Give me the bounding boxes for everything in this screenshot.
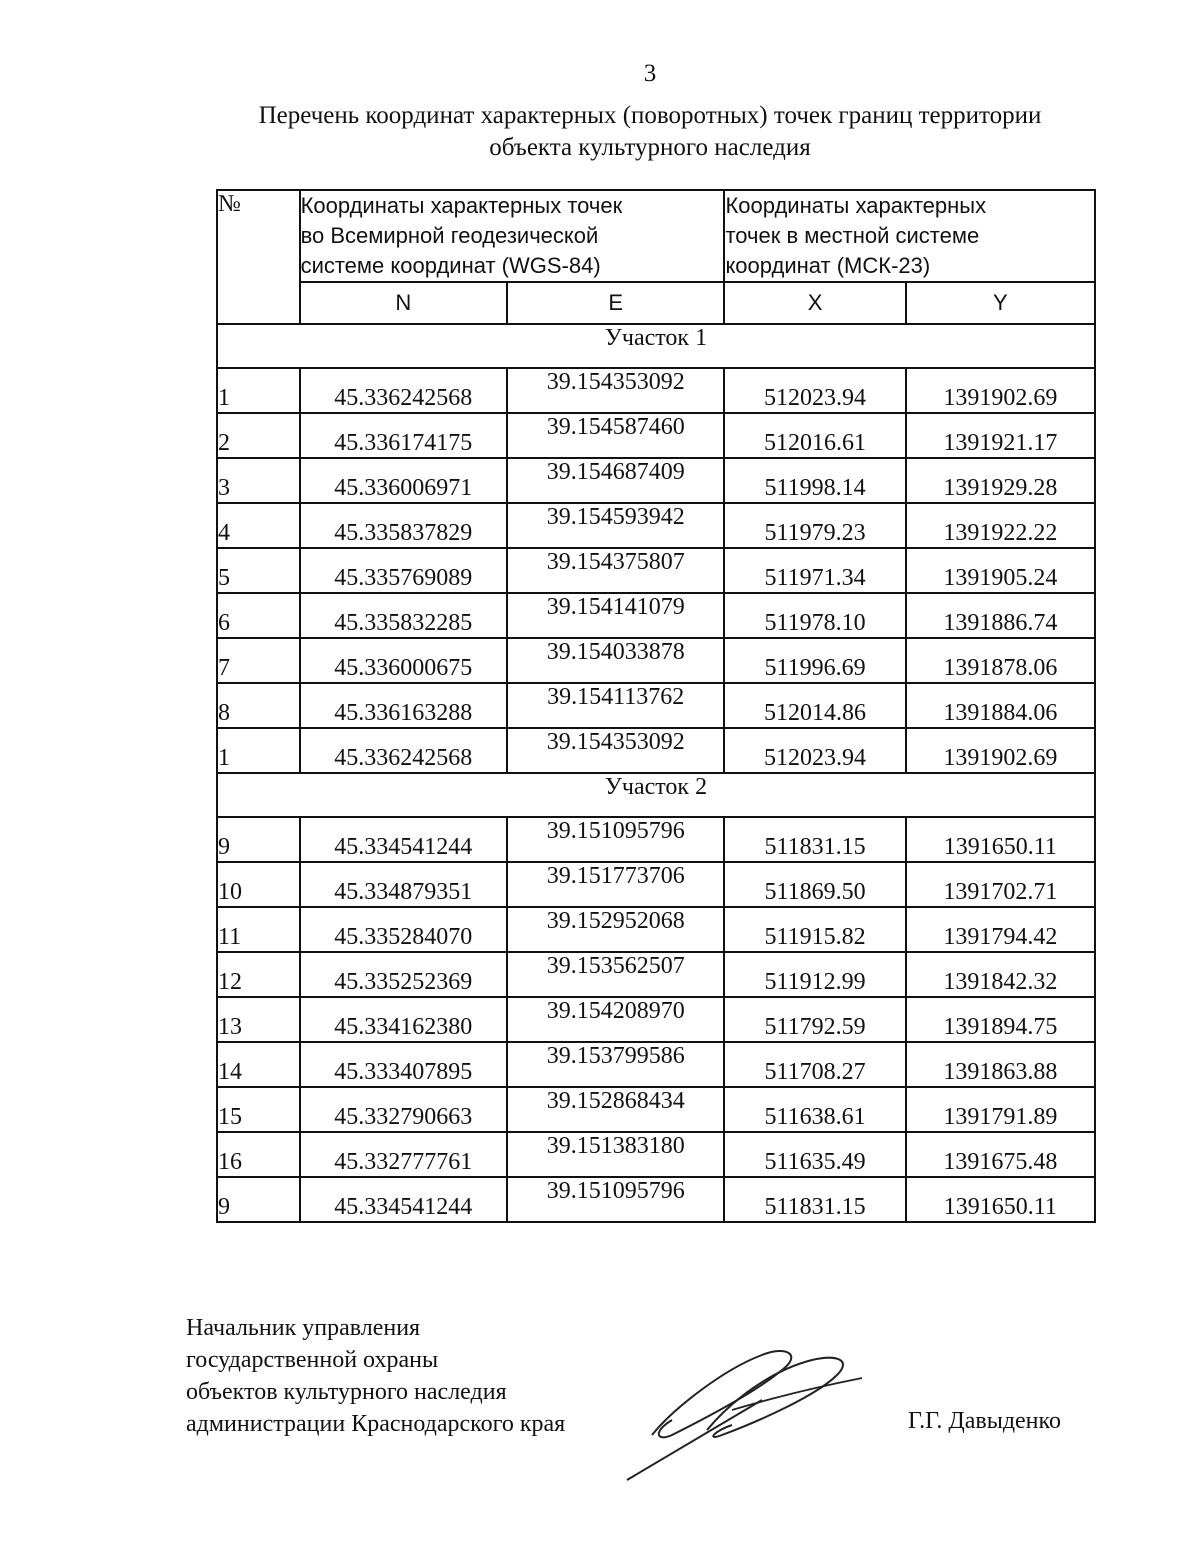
cell-n: 45.335769089 — [300, 548, 507, 593]
cell-n: 45.336174175 — [300, 413, 507, 458]
cell-x: 511792.59 — [724, 997, 905, 1042]
cell-y: 1391902.69 — [906, 368, 1095, 413]
cell-e: 39.154375807 — [507, 548, 724, 593]
cell-y: 1391886.74 — [906, 593, 1095, 638]
cell-x: 511978.10 — [724, 593, 905, 638]
document-title — [150, 100, 1150, 164]
cell-point-number: 13 — [217, 997, 300, 1042]
cell-point-number: 5 — [217, 548, 300, 593]
cell-n: 45.336242568 — [300, 728, 507, 773]
table-row — [217, 997, 1095, 1042]
cell-x: 511708.27 — [724, 1042, 905, 1087]
signatory-position-line-3: объектов культурного наследия — [186, 1379, 507, 1405]
cell-n: 45.335837829 — [300, 503, 507, 548]
cell-n: 45.335252369 — [300, 952, 507, 997]
cell-e: 39.152868434 — [507, 1087, 724, 1132]
header-msk23-line-3: координат (МСК-23) — [725, 253, 931, 278]
cell-point-number: 4 — [217, 503, 300, 548]
signatory-position-line-2: государственной охраны — [186, 1347, 439, 1373]
cell-point-number: 3 — [217, 458, 300, 503]
cell-x: 512014.86 — [724, 683, 905, 728]
cell-x: 512016.61 — [724, 413, 905, 458]
cell-x: 511979.23 — [724, 503, 905, 548]
cell-x: 511915.82 — [724, 907, 905, 952]
section-title: Участок 2 — [217, 773, 1095, 817]
cell-x: 512023.94 — [724, 728, 905, 773]
header-msk23-line-1: Координаты характерных — [725, 193, 987, 218]
cell-y: 1391650.11 — [906, 1177, 1095, 1222]
cell-x: 511996.69 — [724, 638, 905, 683]
cell-y: 1391884.06 — [906, 683, 1095, 728]
cell-n: 45.336242568 — [300, 368, 507, 413]
cell-e: 39.151095796 — [507, 817, 724, 862]
cell-n: 45.332777761 — [300, 1132, 507, 1177]
table-row — [217, 862, 1095, 907]
header-n: N — [300, 282, 507, 324]
table-row — [217, 907, 1095, 952]
cell-point-number: 9 — [217, 817, 300, 862]
table-row — [217, 413, 1095, 458]
header-wgs84 — [300, 190, 725, 282]
cell-n: 45.335832285 — [300, 593, 507, 638]
cell-x: 511998.14 — [724, 458, 905, 503]
table-row — [217, 1042, 1095, 1087]
cell-n: 45.333407895 — [300, 1042, 507, 1087]
cell-x: 511831.15 — [724, 1177, 905, 1222]
cell-e: 39.153799586 — [507, 1042, 724, 1087]
cell-x: 511971.34 — [724, 548, 905, 593]
table-row — [217, 683, 1095, 728]
table-row — [217, 593, 1095, 638]
cell-y: 1391794.42 — [906, 907, 1095, 952]
cell-n: 45.334541244 — [300, 817, 507, 862]
cell-x: 511831.15 — [724, 817, 905, 862]
section-title: Участок 1 — [217, 324, 1095, 368]
cell-point-number: 9 — [217, 1177, 300, 1222]
table-row — [217, 503, 1095, 548]
cell-x: 511869.50 — [724, 862, 905, 907]
header-number: № — [217, 190, 300, 324]
table-row — [217, 1177, 1095, 1222]
cell-point-number: 16 — [217, 1132, 300, 1177]
cell-y: 1391791.89 — [906, 1087, 1095, 1132]
table-row — [217, 458, 1095, 503]
header-y: Y — [906, 282, 1095, 324]
cell-n: 45.334541244 — [300, 1177, 507, 1222]
cell-y: 1391905.24 — [906, 548, 1095, 593]
cell-y: 1391675.48 — [906, 1132, 1095, 1177]
cell-point-number: 14 — [217, 1042, 300, 1087]
cell-e: 39.152952068 — [507, 907, 724, 952]
cell-y: 1391878.06 — [906, 638, 1095, 683]
cell-y: 1391922.22 — [906, 503, 1095, 548]
cell-y: 1391894.75 — [906, 997, 1095, 1042]
cell-e: 39.154033878 — [507, 638, 724, 683]
cell-y: 1391921.17 — [906, 413, 1095, 458]
cell-x: 511635.49 — [724, 1132, 905, 1177]
cell-n: 45.332790663 — [300, 1087, 507, 1132]
cell-point-number: 1 — [217, 728, 300, 773]
cell-point-number: 10 — [217, 862, 300, 907]
cell-y: 1391650.11 — [906, 817, 1095, 862]
cell-x: 511912.99 — [724, 952, 905, 997]
cell-y: 1391842.32 — [906, 952, 1095, 997]
handwritten-signature-icon — [612, 1340, 872, 1490]
cell-e: 39.154141079 — [507, 593, 724, 638]
header-e: E — [507, 282, 724, 324]
cell-e: 39.151383180 — [507, 1132, 724, 1177]
page-number: 3 — [643, 60, 657, 87]
cell-point-number: 7 — [217, 638, 300, 683]
table-row — [217, 1087, 1095, 1132]
signatory-name: Г.Г. Давыденко — [908, 1408, 1061, 1434]
signatory-position-line-4: администрации Краснодарского края — [186, 1411, 566, 1437]
signatory-position — [186, 1312, 565, 1440]
cell-e: 39.154687409 — [507, 458, 724, 503]
signatory-position-line-1: Начальник управления — [186, 1315, 421, 1341]
document-title-line-2: объекта культурного наследия — [489, 134, 811, 161]
cell-e: 39.154113762 — [507, 683, 724, 728]
cell-y: 1391929.28 — [906, 458, 1095, 503]
table-row — [217, 1132, 1095, 1177]
header-wgs84-line-3: системе координат (WGS-84) — [300, 253, 601, 278]
table-row — [217, 548, 1095, 593]
table-row — [217, 728, 1095, 773]
header-msk23-line-2: точек в местной системе — [725, 223, 980, 248]
document-title-line-1: Перечень координат характерных (поворотных) точек границ территории — [258, 102, 1042, 129]
cell-point-number: 1 — [217, 368, 300, 413]
cell-point-number: 2 — [217, 413, 300, 458]
cell-y: 1391702.71 — [906, 862, 1095, 907]
cell-e: 39.153562507 — [507, 952, 724, 997]
section-row — [217, 324, 1095, 368]
header-msk23 — [724, 190, 1095, 282]
cell-n: 45.335284070 — [300, 907, 507, 952]
cell-e: 39.154353092 — [507, 728, 724, 773]
table-body — [217, 324, 1095, 1222]
table-row — [217, 638, 1095, 683]
table-row — [217, 368, 1095, 413]
cell-e: 39.154208970 — [507, 997, 724, 1042]
coordinates-table — [216, 189, 1096, 1223]
cell-point-number: 15 — [217, 1087, 300, 1132]
cell-e: 39.151773706 — [507, 862, 724, 907]
cell-e: 39.154353092 — [507, 368, 724, 413]
cell-e: 39.151095796 — [507, 1177, 724, 1222]
header-x: X — [724, 282, 905, 324]
cell-y: 1391902.69 — [906, 728, 1095, 773]
header-wgs84-line-1: Координаты характерных точек — [300, 193, 623, 218]
cell-y: 1391863.88 — [906, 1042, 1095, 1087]
cell-x: 512023.94 — [724, 368, 905, 413]
cell-x: 511638.61 — [724, 1087, 905, 1132]
cell-n: 45.336163288 — [300, 683, 507, 728]
cell-point-number: 8 — [217, 683, 300, 728]
header-wgs84-line-2: во Всемирной геодезической — [300, 223, 599, 248]
table-row — [217, 817, 1095, 862]
cell-n: 45.336000675 — [300, 638, 507, 683]
section-row — [217, 773, 1095, 817]
cell-point-number: 6 — [217, 593, 300, 638]
cell-point-number: 11 — [217, 907, 300, 952]
cell-e: 39.154587460 — [507, 413, 724, 458]
cell-n: 45.336006971 — [300, 458, 507, 503]
cell-n: 45.334879351 — [300, 862, 507, 907]
cell-e: 39.154593942 — [507, 503, 724, 548]
cell-n: 45.334162380 — [300, 997, 507, 1042]
cell-point-number: 12 — [217, 952, 300, 997]
table-row — [217, 952, 1095, 997]
